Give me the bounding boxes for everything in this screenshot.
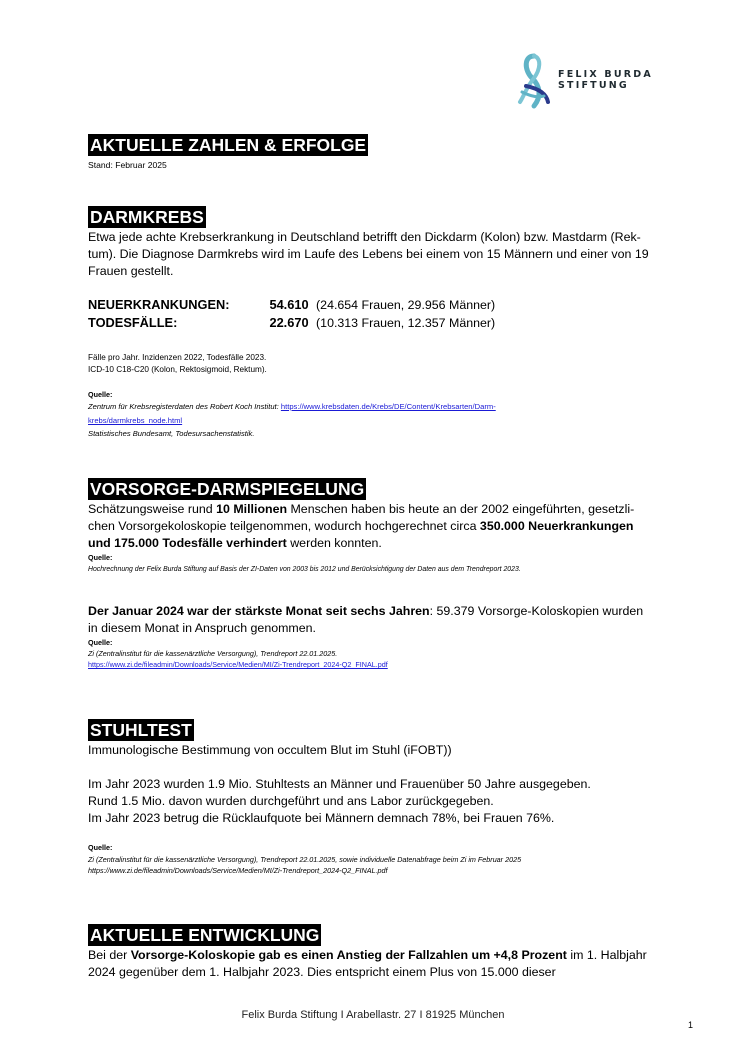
vorsorge-line-2	[88, 518, 660, 535]
text-run-bold: 10 Millionen	[216, 502, 288, 516]
text-run: im 1. Halbjahr	[566, 948, 647, 962]
vorsorge-line-3	[88, 535, 660, 552]
section-heading-darmkrebs: DARMKREBS	[90, 207, 204, 227]
vorsorge-source-1: Hochrechnung der Felix Burda Stiftung auf Basis der ZI-Daten von 2003 bis 2012 und Berücksichtigung der Daten aus dem Trendreport 2023.	[88, 566, 521, 573]
page-footer: Felix Burda Stiftung I Arabellastr. 27 I 81925 München	[241, 1009, 505, 1021]
foundation-logo	[512, 52, 672, 112]
stat-value: 54.610	[269, 297, 309, 312]
logo-line-2: STIFTUNG	[558, 80, 629, 91]
text-run: chen Vorsorgekoloskopie teilgenommen, wodurch hochgerechnet circa	[88, 519, 480, 533]
section-heading-entwicklung: AKTUELLE ENTWICKLUNG	[90, 925, 320, 945]
vorsorge-p2-line-1	[88, 603, 660, 620]
darmkrebs-source-2: Statistisches Bundesamt, Todesursachenstatistik.	[88, 429, 255, 438]
stat-row-todesfaelle	[88, 314, 495, 332]
page-number: 1	[688, 1020, 694, 1030]
stuhltest-intro: Immunologische Bestimmung von occultem Blut im Stuhl (iFOBT))	[88, 743, 452, 757]
section-heading-stuhltest: STUHLTEST	[90, 720, 192, 740]
source-label: Quelle:	[88, 638, 113, 647]
vorsorge-paragraph-2	[88, 603, 660, 637]
text-run-bold: Vorsorge-Koloskopie gab es einen Anstieg der Fallzahlen um +4,8 Prozent	[130, 948, 567, 962]
logo-line-1: FELIX BURDA	[558, 69, 653, 80]
source-label: Quelle:	[88, 553, 113, 562]
stat-label: NEUERKRANKUNGEN:	[88, 297, 230, 312]
stuhltest-paragraph	[88, 776, 660, 827]
darmkrebs-line-2: tum). Die Diagnose Darmkrebs wird im Laufe des Lebens bei einem von 15 Männern und einer von 19	[88, 247, 649, 261]
source-label: Quelle:	[88, 390, 113, 399]
text-run: Bei der	[88, 948, 131, 962]
stat-detail: (10.313 Frauen, 12.357 Männer)	[316, 316, 496, 330]
vorsorge-p2-line-2: in diesem Monat in Anspruch genommen.	[88, 621, 316, 635]
vorsorge-source-link-wrap	[88, 660, 388, 670]
darmkrebs-source-link-cont	[88, 416, 182, 426]
text-run-bold: 350.000 Neuerkrankungen	[479, 519, 634, 533]
vorsorge-paragraph	[88, 501, 660, 552]
section-heading-vorsorge: VORSORGE-DARMSPIEGELUNG	[90, 479, 365, 499]
source-text: Zentrum für Krebsregisterdaten des Robert Koch Institut:	[88, 402, 281, 411]
page-title: AKTUELLE ZAHLEN & ERFOLGE	[90, 135, 367, 155]
stuhltest-source-1: Zi (Zentralinstitut für die kassenärztliche Versorgung), Trendreport 22.01.2025, sowie individuelle Datenabfrage beim Zi im Februar 2025	[88, 855, 522, 864]
text-run: : 59.379 Vorsorge-Koloskopien wurden	[429, 604, 644, 618]
stat-detail: (24.654 Frauen, 29.956 Männer)	[316, 298, 496, 312]
rki-link[interactable]: https://www.krebsdaten.de/Krebs/DE/Content/Krebsarten/Darm-	[280, 402, 496, 411]
stat-row-neuerkrankungen	[88, 296, 495, 314]
stuhltest-line-3: Im Jahr 2023 betrug die Rücklaufquote bei Männern demnach 78%, bei Frauen 76%.	[88, 811, 555, 825]
darmkrebs-line-3: Frauen gestellt.	[88, 264, 174, 278]
darmkrebs-line-1: Etwa jede achte Krebserkrankung in Deutschland betrifft den Dickdarm (Kolon) bzw. Mastdarm (Rek-	[88, 230, 641, 244]
text-run: Menschen haben bis heute an der 2002 eingeführten, gesetzli-	[287, 502, 635, 516]
text-run: Schätzungsweise rund	[88, 502, 217, 516]
zi-trendreport-link[interactable]: https://www.zi.de/fileadmin/Downloads/Service/Medien/MI/Zi-Trendreport_2024-Q2_FINAL.pdf	[88, 660, 388, 669]
darmkrebs-source-1	[88, 402, 496, 412]
stuhltest-source-2: https://www.zi.de/fileadmin/Downloads/Service/Medien/MI/Zi-Trendreport_2024-Q2_FINAL.pdf	[88, 866, 388, 875]
stuhltest-line-2: Rund 1.5 Mio. davon wurden durchgeführt und ans Labor zurückgegeben.	[88, 794, 494, 808]
stat-label: TODESFÄLLE:	[88, 315, 178, 330]
text-run-bold: Der Januar 2024 war der stärkste Monat seit sechs Jahren	[88, 604, 430, 618]
text-run-bold: und 175.000 Todesfälle verhindert	[88, 536, 287, 550]
entwicklung-line-2: 2024 gegenüber dem 1. Halbjahr 2023. Dies entspricht einem Plus von 15.000 dieser	[88, 965, 556, 979]
entwicklung-line-1	[88, 947, 660, 964]
stuhltest-line-1: Im Jahr 2023 wurden 1.9 Mio. Stuhltests an Männer und Frauenüber 50 Jahre ausgegeben.	[88, 777, 591, 791]
darmkrebs-note-1: Fälle pro Jahr. Inzidenzen 2022, Todesfälle 2023.	[88, 353, 267, 362]
ribbon-icon	[512, 52, 556, 112]
darmkrebs-paragraph	[88, 229, 660, 280]
vorsorge-source-2: Zi (Zentralinstitut für die kassenärztliche Versorgung), Trendreport 22.01.2025.	[88, 649, 338, 658]
text-run: werden konnten.	[286, 536, 382, 550]
vorsorge-line-1	[88, 501, 660, 518]
rki-link-continued[interactable]: krebs/darmkrebs_node.html	[88, 416, 183, 425]
page-subtitle: Stand: Februar 2025	[88, 160, 167, 170]
stat-value: 22.670	[269, 315, 309, 330]
entwicklung-paragraph	[88, 947, 660, 981]
darmkrebs-note-2: ICD-10 C18-C20 (Kolon, Rektosigmoid, Rektum).	[88, 365, 267, 374]
source-label: Quelle:	[88, 843, 113, 852]
